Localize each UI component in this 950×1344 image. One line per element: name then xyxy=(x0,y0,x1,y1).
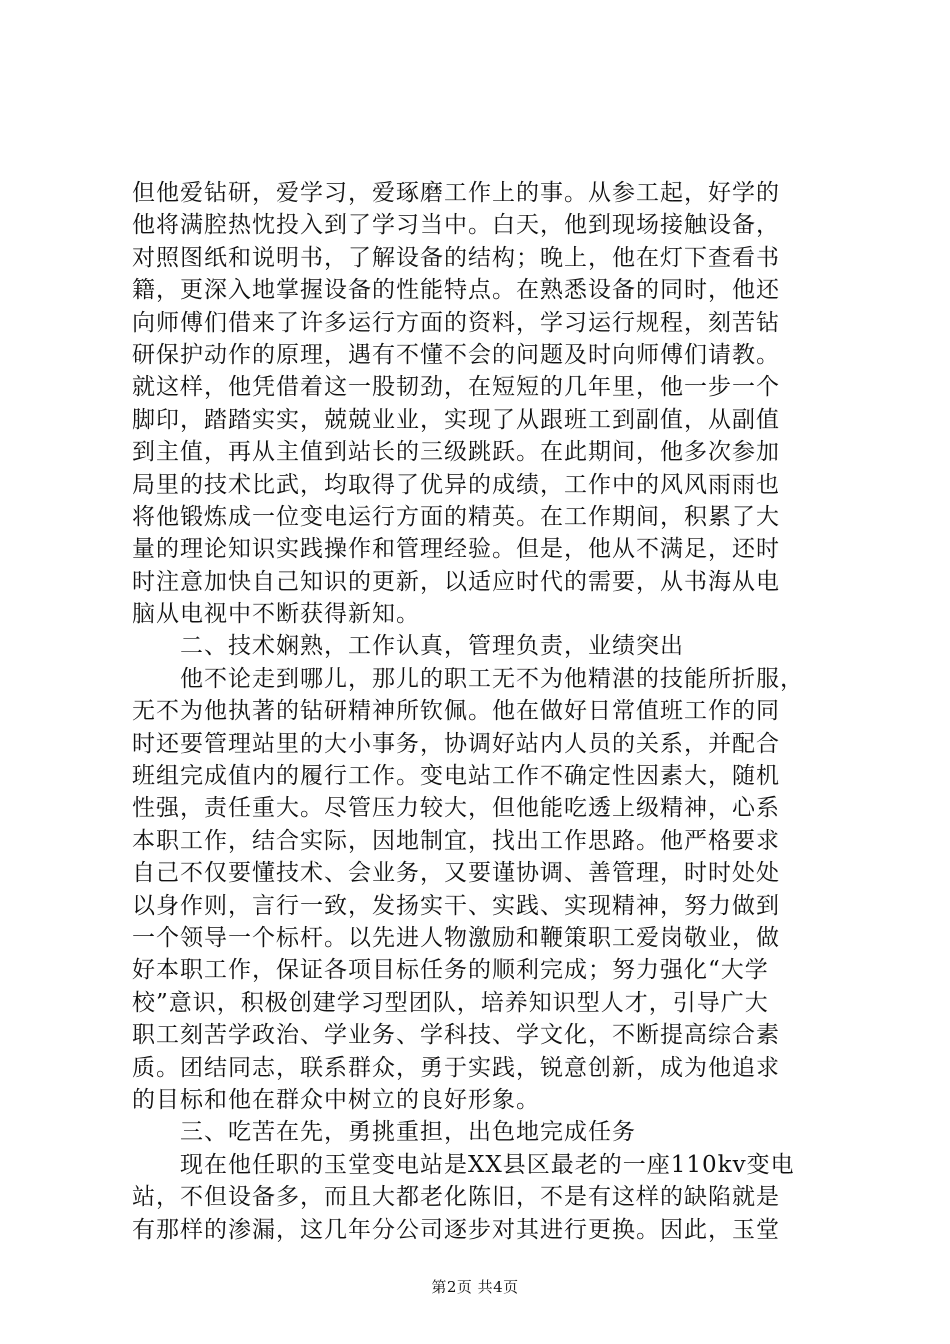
text-line: 就这样，他凭借着这一股韧劲，在短短的几年里，他一步一个 xyxy=(132,374,780,401)
text-line: 本职工作，结合实际，因地制宜，找出工作思路。他严格要求 xyxy=(132,827,780,854)
text-line: 时注意加快自己知识的更新，以适应时代的需要，从书海从电 xyxy=(132,568,780,595)
text-line: 到主值，再从主值到站长的三级跳跃。在此期间，他多次参加 xyxy=(132,439,780,466)
text-line: 他将满腔热忱投入到了学习当中。白天，他到现场接触设备， xyxy=(132,212,780,239)
text-line: 校”意识，积极创建学习型团队，培养知识型人才，引导广大 xyxy=(132,989,769,1016)
document-body xyxy=(132,177,832,1246)
section-heading: 二、技术娴熟，工作认真，管理负责，业绩突出 xyxy=(132,633,684,660)
section-heading: 三、吃苦在先，勇挑重担，出色地完成任务 xyxy=(132,1119,636,1146)
text-line: 他不论走到哪儿，那儿的职工无不为他精湛的技能所折服， xyxy=(132,665,804,692)
text-line: 好本职工作，保证各项目标任务的顺利完成；努力强化“大学 xyxy=(132,957,769,984)
text-line: 局里的技术比武，均取得了优异的成绩，工作中的风风雨雨也 xyxy=(132,471,780,498)
text-line: 对照图纸和说明书，了解设备的结构；晚上，他在灯下查看书 xyxy=(132,244,780,271)
text-line: 籍，更深入地掌握设备的性能特点。在熟悉设备的同时，他还 xyxy=(132,277,780,304)
text-line: 向师傅们借来了许多运行方面的资料，学习运行规程，刻苦钻 xyxy=(132,309,780,336)
text-line: 脚印，踏踏实实，兢兢业业，实现了从跟班工到副值，从副值 xyxy=(132,406,780,433)
text-line: 质。团结同志，联系群众，勇于实践，锐意创新，成为他追求 xyxy=(132,1054,780,1081)
text-line: 将他锻炼成一位变电运行方面的精英。在工作期间，积累了大 xyxy=(132,503,780,530)
text-line: 有那样的渗漏，这几年分公司逐步对其进行更换。因此，玉堂 xyxy=(132,1216,780,1243)
text-line: 性强，责任重大。尽管压力较大，但他能吃透上级精神，心系 xyxy=(132,795,780,822)
text-line: 一个领导一个标杆。以先进人物激励和鞭策职工爱岗敬业，做 xyxy=(132,924,780,951)
text-line: 以身作则，言行一致，发扬实干、实践、实现精神，努力做到 xyxy=(132,892,780,919)
text-line: 班组完成值内的履行工作。变电站工作不确定性因素大，随机 xyxy=(132,763,780,790)
text-line: 时还要管理站里的大小事务，协调好站内人员的关系，并配合 xyxy=(132,730,780,757)
text-line: 量的理论知识实践操作和管理经验。但是，他从不满足，还时 xyxy=(132,536,780,563)
text-line: 职工刻苦学政治、学业务、学科技、学文化，不断提高综合素 xyxy=(132,1022,780,1049)
text-line: 自己不仅要懂技术、会业务，又要谨协调、善管理，时时处处 xyxy=(132,860,780,887)
text-line: 研保护动作的原理，遇有不懂不会的问题及时向师傅们请教。 xyxy=(132,341,780,368)
text-line: 现在他任职的玉堂变电站是XX县区最老的一座110kv变电 xyxy=(132,1151,795,1178)
text-line: 站，不但设备多，而且大都老化陈旧，不是有这样的缺陷就是 xyxy=(132,1184,780,1211)
text-line: 无不为他执著的钻研精神所钦佩。他在做好日常值班工作的同 xyxy=(132,698,780,725)
text-line: 的目标和他在群众中树立的良好形象。 xyxy=(132,1086,540,1113)
text-line: 但他爱钻研，爱学习，爱琢磨工作上的事。从参工起，好学的 xyxy=(132,180,780,206)
text-line: 脑从电视中不断获得新知。 xyxy=(132,601,420,628)
page-indicator: 第2页 共4页 xyxy=(431,1278,519,1296)
